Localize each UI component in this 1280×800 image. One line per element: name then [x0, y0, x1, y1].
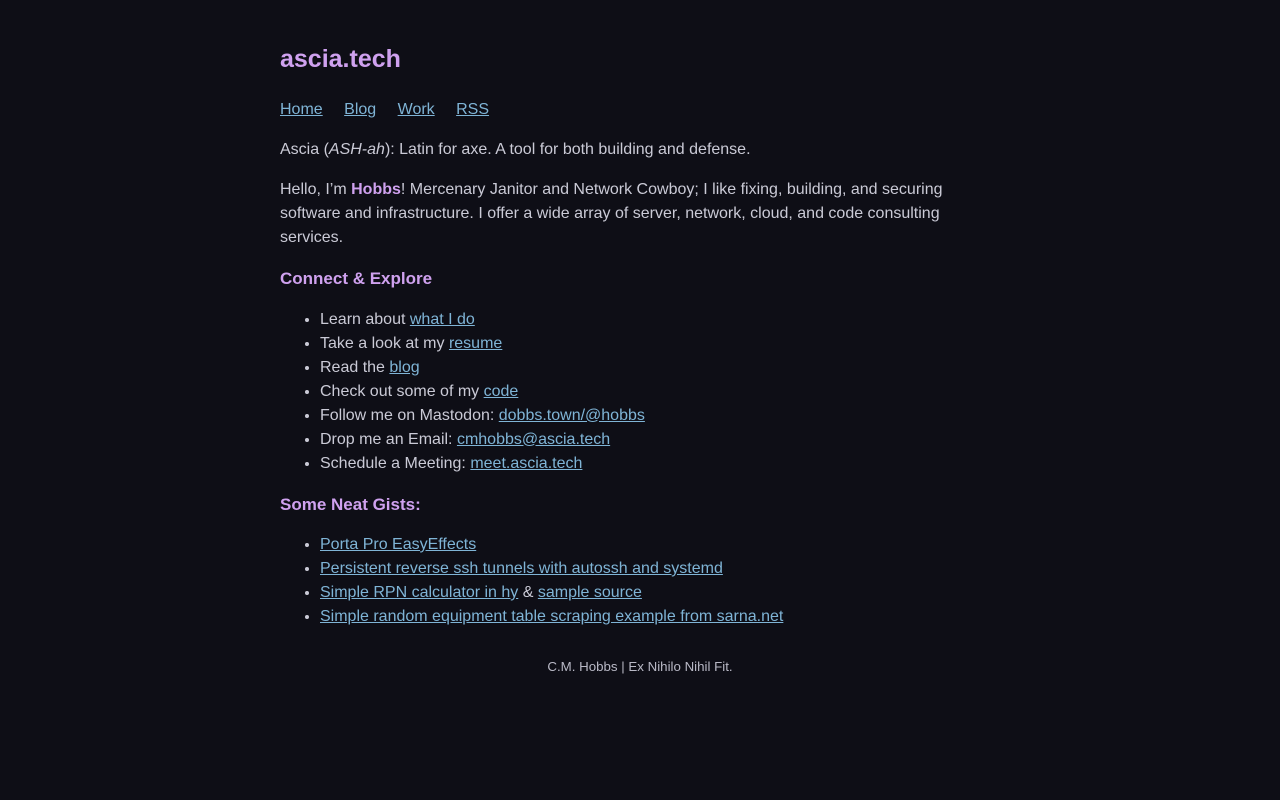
list-item	[320, 428, 1000, 452]
connect-list	[280, 308, 1000, 476]
greeting-paragraph	[280, 178, 1000, 250]
author-name: Hobbs	[351, 181, 401, 198]
nav-link-home[interactable]: Home	[280, 101, 323, 118]
gist-sarna-scraping-link[interactable]: Simple random equipment table scraping example from sarna.net	[320, 608, 784, 625]
blog-link[interactable]: blog	[389, 358, 420, 376]
item-text: &	[518, 584, 538, 601]
item-text: Check out some of my	[320, 382, 484, 400]
nav-link-rss[interactable]: RSS	[456, 101, 490, 118]
intro-text-2: ): Latin for axe. A tool for both building and defense.	[384, 141, 751, 158]
list-item	[320, 356, 1000, 380]
list-item	[320, 581, 1000, 605]
gist-sample-source-link[interactable]: sample source	[537, 584, 642, 601]
intro-text-1: Ascia (	[280, 141, 329, 158]
list-item	[320, 605, 1000, 629]
nav-link-work[interactable]: Work	[397, 101, 435, 118]
resume-link[interactable]: resume	[448, 334, 503, 352]
gist-porta-pro-link[interactable]: Porta Pro EasyEffects	[320, 536, 477, 553]
mastodon-link[interactable]: dobbs.town/@hobbs	[498, 406, 645, 424]
item-text: Take a look at my	[320, 334, 449, 352]
main-nav	[280, 98, 1000, 122]
list-item	[320, 308, 1000, 332]
list-item	[320, 332, 1000, 356]
what-i-do-link[interactable]: what I do	[409, 310, 475, 328]
item-text: Read the	[320, 358, 390, 376]
item-text: Learn about	[320, 310, 410, 328]
footer-text: C.M. Hobbs | Ex Nihilo Nihil Fit.	[547, 659, 733, 674]
greeting-prefix: Hello, I’m	[280, 181, 352, 198]
gist-ssh-tunnels-link[interactable]: Persistent reverse ssh tunnels with autossh and systemd	[320, 560, 723, 577]
item-text: Schedule a Meeting:	[320, 454, 471, 472]
code-link[interactable]: code	[483, 382, 519, 400]
list-item	[320, 452, 1000, 476]
intro-pronunciation: ASH-ah	[328, 141, 385, 158]
intro-paragraph	[280, 138, 1000, 162]
email-link[interactable]: cmhobbs@ascia.tech	[456, 430, 611, 448]
list-item	[320, 404, 1000, 428]
list-item	[320, 380, 1000, 404]
list-item	[320, 533, 1000, 557]
greeting-suffix: ! Mercenary Janitor and Network Cowboy; I like fixing, building, and securing software and infrastructure. I offer a wide array of server, network, cloud, and code consulting services.	[280, 181, 943, 246]
gists-list	[280, 533, 1000, 629]
connect-explore-heading: Connect & Explore	[280, 269, 433, 288]
item-text: Drop me an Email:	[320, 430, 457, 448]
list-item	[320, 557, 1000, 581]
nav-link-blog[interactable]: Blog	[344, 101, 377, 118]
page-container	[280, 0, 1000, 677]
item-text: Follow me on Mastodon:	[320, 406, 499, 424]
meeting-link[interactable]: meet.ascia.tech	[470, 454, 583, 472]
gist-rpn-calculator-link[interactable]: Simple RPN calculator in hy	[320, 584, 519, 601]
site-title: ascia.tech	[280, 45, 401, 73]
neat-gists-heading: Some Neat Gists:	[280, 494, 421, 514]
